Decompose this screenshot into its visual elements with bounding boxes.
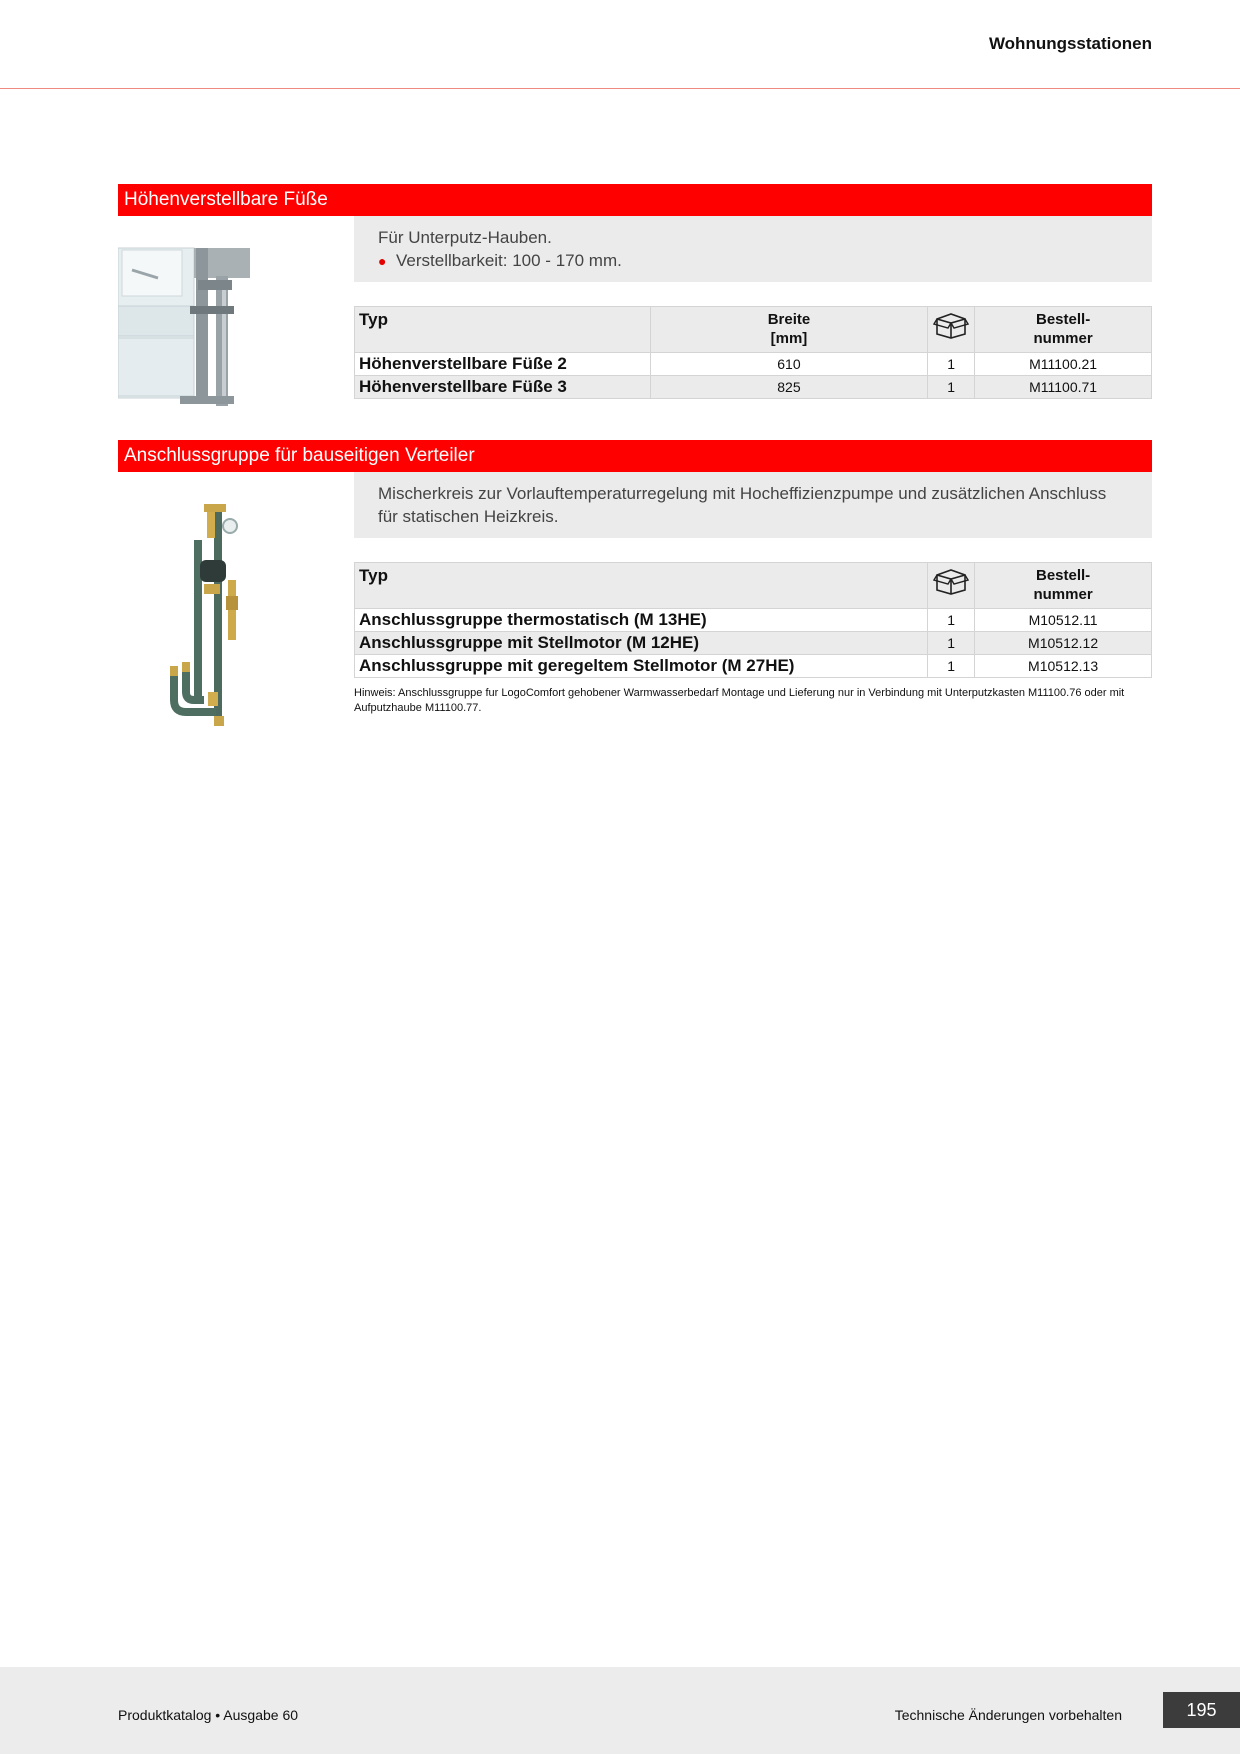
box-icon	[933, 566, 969, 596]
cell-typ: Höhenverstellbare Füße 3	[355, 376, 651, 399]
bullet-item	[378, 249, 1128, 273]
section-title-feet: Höhenverstellbare Füße	[118, 184, 1152, 216]
section-title-anschlussgruppe: Anschlussgruppe für bauseitigen Verteiler	[118, 440, 1152, 472]
description-text: Für Unterputz-Hauben.	[378, 228, 552, 247]
col-header-bestell: Bestell- nummer	[975, 307, 1152, 353]
connection-group-image	[164, 500, 248, 730]
cell-nummer: M10512.12	[975, 632, 1152, 655]
note-text: Hinweis: Anschlussgruppe fur LogoComfort gehobener Warmwasserbedarf Montage und Lieferung nur in Verbindung mit Unterputzkasten M11100.76 oder mit Aufputzhaube M11100.77.	[354, 687, 1125, 714]
col-header-packaging	[928, 307, 975, 353]
table-row	[355, 655, 1152, 678]
cell-breite: 610	[650, 353, 928, 376]
cell-nummer: M10512.11	[975, 609, 1152, 632]
page-title: Wohnungsstationen	[988, 34, 1152, 53]
cell-typ: Anschlussgruppe mit Stellmotor (M 12HE)	[355, 632, 928, 655]
page-number: 195	[1163, 1692, 1240, 1728]
cell-nummer: M10512.13	[975, 655, 1152, 678]
description-feet	[354, 216, 1152, 282]
footer-disclaimer: Technische Änderungen vorbehalten	[894, 1707, 1122, 1723]
cell-breite: 825	[650, 376, 928, 399]
adjustable-feet-image	[118, 246, 266, 414]
col-header-packaging	[928, 563, 975, 609]
cell-nummer: M11100.71	[975, 376, 1152, 399]
header-divider	[0, 88, 1240, 89]
page-footer	[0, 1667, 1240, 1754]
cell-qty: 1	[928, 632, 975, 655]
cell-typ: Anschlussgruppe mit geregeltem Stellmotor (M 27HE)	[355, 655, 928, 678]
cell-nummer: M11100.21	[975, 353, 1152, 376]
cell-typ: Höhenverstellbare Füße 2	[355, 353, 651, 376]
footer-catalog: Produktkatalog • Ausgabe 60	[118, 1707, 299, 1723]
cell-qty: 1	[928, 376, 975, 399]
spec-table-feet	[354, 306, 1152, 399]
bullet-text: Verstellbarkeit: 100 - 170 mm.	[396, 251, 622, 270]
table-row	[355, 609, 1152, 632]
col-header-typ: Typ	[355, 307, 651, 353]
cell-qty: 1	[928, 353, 975, 376]
table-header-row	[355, 307, 1152, 353]
bullet-icon: ●	[378, 253, 387, 269]
description-text: Mischerkreis zur Vorlauftemperaturregelung mit Hocheffizienzpumpe und zusätzlichen Anschluss für statischen Heizkreis.	[378, 484, 1107, 526]
cell-typ: Anschlussgruppe thermostatisch (M 13HE)	[355, 609, 928, 632]
box-icon	[933, 310, 969, 340]
table-row	[355, 376, 1152, 399]
col-header-breite: Breite [mm]	[650, 307, 928, 353]
description-anschlussgruppe	[354, 472, 1152, 538]
table-row	[355, 632, 1152, 655]
spec-table-anschlussgruppe	[354, 562, 1152, 678]
col-header-typ: Typ	[355, 563, 928, 609]
col-header-bestell: Bestell- nummer	[975, 563, 1152, 609]
table-header-row	[355, 563, 1152, 609]
cell-qty: 1	[928, 609, 975, 632]
cell-qty: 1	[928, 655, 975, 678]
table-row	[355, 353, 1152, 376]
